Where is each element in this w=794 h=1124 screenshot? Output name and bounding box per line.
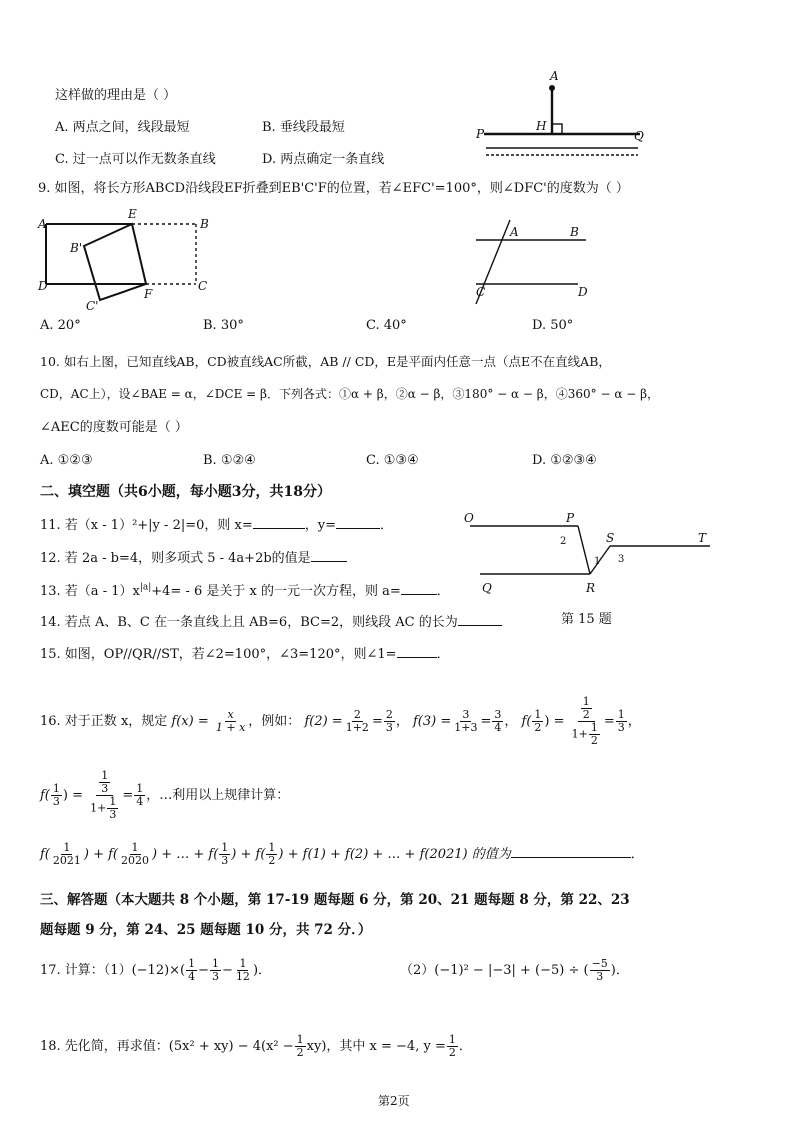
q13 (40, 582, 450, 600)
q8-reason: 这样做的理由是（ ） (55, 88, 177, 103)
q10-line1: 10. 如右上图，已知直线AB，CD被直线AC所截，AB // CD，E是平面内任意一点（点E不在直线AB， (40, 354, 611, 369)
q10-label-b: B (570, 225, 579, 239)
q13-end: ． (436, 584, 450, 599)
q13-post: +4= - 6 是关于 x 的一元一次方程，则 a= (151, 584, 401, 599)
q10-line3: ∠AEC的度数可能是（ ） (40, 420, 188, 435)
q11 (40, 516, 393, 534)
q16-line2: f( $\frac{1}{3}$ ) = $\frac{1}{3}$ 1+ $\frac{1}{3}$ = $\frac{1}{4}$ ，…利用以上规律计算： (40, 769, 290, 822)
q8-option-a: A. 两点之间，线段最短 (55, 120, 190, 135)
q8-option-b: B. 垂线段最短 (262, 120, 345, 135)
q16-blank (511, 845, 631, 858)
q16-line3: f( $\frac{1}{2021}$ ) + f( $\frac{1}{2020}$ ) + … + f( $\frac{1}{3}$ ) + f( $\frac{1}{2}$ ) + f(1) + f(2) + … + f(2021) 的值为 ． (40, 841, 644, 868)
q15-label-p: P (566, 511, 575, 525)
q15-figure (460, 512, 720, 602)
section2-heading: 二、填空题（共6小题，每小题3分，共18分） (40, 484, 331, 500)
section3-heading-line2: 题每题 9 分，第 24、25 题每题 10 分，共 72 分．） (40, 922, 372, 938)
q15-angle-2: 2 (560, 536, 567, 547)
q13-blank (401, 582, 437, 595)
q10-option-a: A. ①②③ (40, 453, 93, 468)
section3-heading-line1: 三、解答题（本大题共 8 个小题，第 17-19 题每题 6 分，第 20、21 题每题 8 分，第 22、23 (40, 892, 630, 908)
q8-option-c: C. 过一点可以作无数条直线 (55, 152, 216, 167)
q11-blank-x (253, 516, 305, 529)
q10-label-c: C (476, 285, 486, 299)
q10-label-a: A (510, 225, 519, 239)
q15-label-t: T (698, 531, 707, 545)
q18: 18. 先化简，再求值：(5x² + xy) − 4(x² − $\frac{1}{2}$ xy)，其中 x = −4, y = $\frac{1}{2}$ ． (40, 1033, 472, 1060)
q9-label-c1: C' (86, 299, 99, 313)
q8-label-q: Q (634, 129, 644, 143)
q8-option-d: D. 两点确定一条直线 (262, 152, 385, 167)
q10-line2: CD，AC上），设∠BAE = α，∠DCE = β．下列各式：①α + β，②α − β，③180° − α − β，④360° − α − β， (40, 387, 660, 401)
q9-option-c: C. 40° (366, 318, 407, 333)
q8-label-p: P (476, 127, 485, 141)
q9-label-b1: B' (70, 241, 83, 255)
q9-label-a: A (38, 217, 47, 231)
q10-option-d: D. ①②③④ (532, 453, 597, 468)
q14-blank (458, 613, 502, 626)
q9-label-d: D (38, 279, 48, 293)
q8-label-a: A (550, 69, 559, 83)
q16-line1: 16. 对于正数 x，规定 f(x) = $\frac{x}{1 + x}$ ，例如： f(2) = $\frac{2}{1+2}$ = $\frac{2}{3}$ ， f(3) = $\frac{3}{1+3}$ = $\frac{3}{4}$ ， f( $\frac{1}{2}$ ) = $\frac{1}{2}$ 1+ $\frac{1}{2}$ = $\frac{1}{3}$ ， (40, 695, 641, 748)
q15-label-r: R (586, 581, 596, 595)
q15-label-o: O (464, 511, 474, 525)
q10-option-b: B. ①②④ (203, 453, 256, 468)
q9-option-d: D. 50° (532, 318, 574, 333)
q9-option-a: A. 20° (40, 318, 81, 333)
q12-text: 12. 若 2a - b=4，则多项式 5 - 4a+2b的值是 (40, 551, 311, 566)
q12-blank (311, 549, 347, 562)
q15-pre: 15. 如图，OP//QR//ST，若∠2=100°，∠3=120°，则∠1= (40, 647, 397, 662)
q17-part1: 17. 计算：（1）(−12)×( $\frac{1}{4}$ − $\frac{1}{3}$ − $\frac{1}{12}$ )． (40, 957, 272, 984)
q16-fx: f(x) = (171, 714, 209, 730)
q9-label-b: B (200, 217, 209, 231)
q9-stem: 9. 如图，将长方形ABCD沿线段EF折叠到EB'C'F的位置，若∠EFC'=100°，则∠DFC'的度数为（ ） (38, 181, 629, 196)
q14 (40, 613, 502, 631)
q9-figure (36, 207, 226, 320)
q15-label-s: S (606, 531, 615, 545)
q11-pre: 11. 若（x - 1） (40, 518, 133, 533)
q9-option-b: B. 30° (203, 318, 244, 333)
q15-post: ． (436, 647, 450, 662)
q15 (40, 645, 450, 663)
q13-pre: 13. 若（a - 1）x (40, 584, 140, 599)
q15-angle-1: 1 (594, 556, 601, 567)
q11-post: ． (380, 518, 394, 533)
q10-figure (466, 218, 606, 308)
q9-label-e: E (128, 207, 137, 221)
q16-intro: 16. 对于正数 x，规定 (40, 714, 168, 730)
q12 (40, 549, 347, 567)
q15-label-q: Q (482, 581, 492, 595)
q11-mid2: ，y= (304, 518, 336, 533)
q11-blank-y (336, 516, 380, 529)
q15-caption: 第 15 题 (561, 612, 612, 627)
page-footer: 第2页 (378, 1094, 410, 1108)
q8-label-h: H (536, 119, 547, 133)
q15-blank (397, 645, 437, 658)
q9-label-f: F (144, 287, 153, 301)
q13-sup: |a| (139, 582, 152, 593)
q15-angle-3: 3 (618, 554, 625, 565)
q10-label-d: D (578, 285, 588, 299)
q17-part2: （2）(−1)² − |−3| + (−5) ÷ ( $\frac{-5}{3}$ )． (400, 957, 629, 984)
q9-label-c: C (198, 279, 208, 293)
q14-text: 14. 若点 A、B、C 在一条直线上且 AB=6，BC=2，则线段 AC 的长为 (40, 615, 458, 630)
q11-mid: ²+|y - 2|=0，则 x= (132, 518, 253, 533)
q8-figure (470, 68, 650, 168)
q10-option-c: C. ①③④ (366, 453, 419, 468)
